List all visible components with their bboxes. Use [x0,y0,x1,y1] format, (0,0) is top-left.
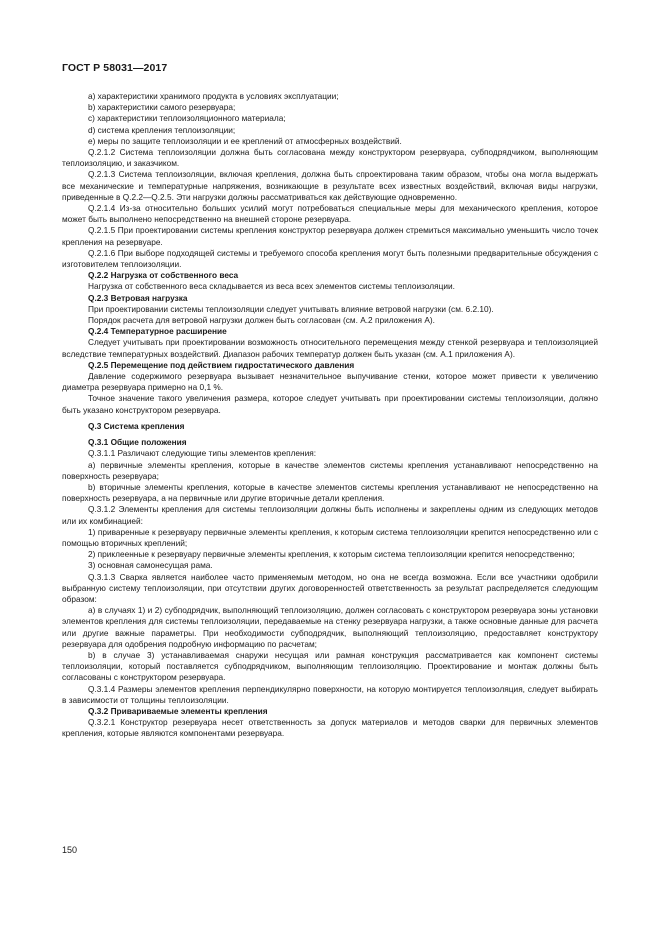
paragraph: Давление содержимого резервуара вызывает незначительное выпучивание стенки, которое может привести к увеличению диаметра резервуара примерно на 0,1 %. [62,371,598,393]
paragraph: Q.2.1.3 Система теплоизоляции, включая крепления, должна быть спроектирована таким образом, чтобы она могла выдержать все механические и температурные напряжения, возникающие в результате всех известных воздействий, включая виды нагрузки, приведенные в Q.2.2—Q.2.5. Эти нагрузки должны рассматриваться как действующие одновременно. [62,169,598,202]
paragraph: Следует учитывать при проектировании возможность относительного перемещения между стенкой резервуара и теплоизоляцией вследствие температурных воздействий. Диапазон рабочих температур должен быть указан (см. А.1 приложения А). [62,337,598,359]
list-item: а) в случаях 1) и 2) субподрядчик, выполняющий теплоизоляцию, должен согласовать с конструктором резервуара зоны установки элементов крепления для системы теплоизоляции, передаваемые на стенку резервуара нагрузки, а также основные данные для расчета или другие важные параметры. При необходимости субподрядчик, выполняющий теплоизоляцию, предоставляет конструктору резервуара для одобрения подробную информацию по расчетам; [62,605,598,649]
list-item: е) меры по защите теплоизоляции и ее креплений от атмосферных воздействий. [88,135,402,146]
paragraph: Точное значение такого увеличения размера, которое следует учитывать при проектировании системы теплоизоляции, должно быть указано конструктором резервуара. [62,393,598,415]
list-item: b) характеристики самого резервуара; [88,102,236,113]
document-body [62,91,598,740]
paragraph: Q.3.1.4 Размеры элементов крепления перпендикулярно поверхности, на которую монтируется теплоизоляция, следует выбирать в зависимости от толщины теплоизоляции. [62,683,598,705]
list-item: b) вторичные элементы крепления, которые в качестве элементов системы крепления устанавливают не непосредственно на поверхность резервуара, а на первичные или другие вторичные детали крепления. [62,481,598,504]
list-item: d) система крепления теплоизоляции; [88,124,236,135]
page-number: 150 [62,845,78,855]
section-heading: Q.2.3 Ветровая нагрузка [88,292,188,303]
paragraph: Q.2.1.2 Система теплоизоляции должна быть согласована между конструктором резервуара, субподрядчиком, выполняющим теплоизоляцию, и заказчиком. [62,147,598,169]
document-header: ГОСТ Р 58031—2017 [62,62,168,74]
list-item: а) первичные элементы крепления, которые в качестве элементов системы крепления устанавливают непосредственно на поверхность резервуара; [62,459,598,481]
paragraph: Q.2.1.6 При выборе подходящей системы и требуемого способа крепления могут быть полезными предварительные обсуждения с изготовителем теплоизоляции. [62,247,598,270]
paragraph: Порядок расчета для ветровой нагрузки должен быть согласован (см. А.2 приложения А). [88,315,435,326]
paragraph: Q.3.1.3 Сварка является наиболее часто применяемым методом, но она не всегда возможна. Если все участники одобрили выбранную систему теплоизоляции, при отсутствии других договоренностей ответственность за результат распределяется следующим образом: [62,571,598,604]
list-item: 1) приваренные к резервуару первичные элементы крепления, к которым система теплоизоляции крепится непосредственно или с помощью вторичных креплений; [62,526,598,548]
paragraph: Q.3.1.1 Различают следующие типы элементов крепления: [88,448,317,459]
list-item: а) характеристики хранимого продукта в условиях эксплуатации; [88,91,339,101]
chapter-heading: Q.3 Система крепления [88,420,185,431]
list-item: b) в случае 3) устанавливаемая снаружи несущая или рамная конструкция рассматривается как компонент системы теплоизоляции, который поставляется субподрядчиком, выполняющим теплоизоляцию. Проектирование и монтаж должны быть согласованы с конструктором резервуара. [62,649,598,683]
section-heading: Q.2.5 Перемещение под действием гидростатического давления [88,359,355,370]
list-item: 2) приклеенные к резервуару первичные элементы крепления, к которым система теплоизоляции крепится непосредственно; [88,549,575,560]
paragraph: При проектировании системы теплоизоляции следует учитывать влияние ветровой нагрузки (см. 6.2.10). [88,303,494,314]
paragraph: Q.3.2.1 Конструктор резервуара несет ответственность за допуск материалов и методов сварки для первичных элементов крепления, которые являются компонентами резервуара. [62,717,598,739]
paragraph: Q.2.1.4 Из-за относительно больших усилий могут потребоваться специальные меры для механического крепления, которое может быть выполнено непосредственно на внешней стороне резервуара. [62,203,598,225]
list-item: 3) основная самонесущая рама. [88,560,213,571]
paragraph: Q.3.1.2 Элементы крепления для системы теплоизоляции должны быть исполнены и закреплены одним из следующих методов или их комбинацией: [62,504,598,526]
section-heading: Q.3.2 Привариваемые элементы крепления [88,705,268,716]
paragraph: Нагрузка от собственного веса складывается из веса всех элементов системы теплоизоляции. [88,281,455,292]
section-heading: Q.2.2 Нагрузка от собственного веса [88,270,239,281]
section-heading: Q.2.4 Температурное расширение [88,326,227,337]
list-item: с) характеристики теплоизоляционного материала; [88,113,286,124]
paragraph: Q.2.1.5 При проектировании системы крепления конструктор резервуара должен стремиться максимально уменьшить число точек крепления на резервуаре. [62,225,598,247]
section-heading: Q.3.1 Общие положения [88,437,187,448]
